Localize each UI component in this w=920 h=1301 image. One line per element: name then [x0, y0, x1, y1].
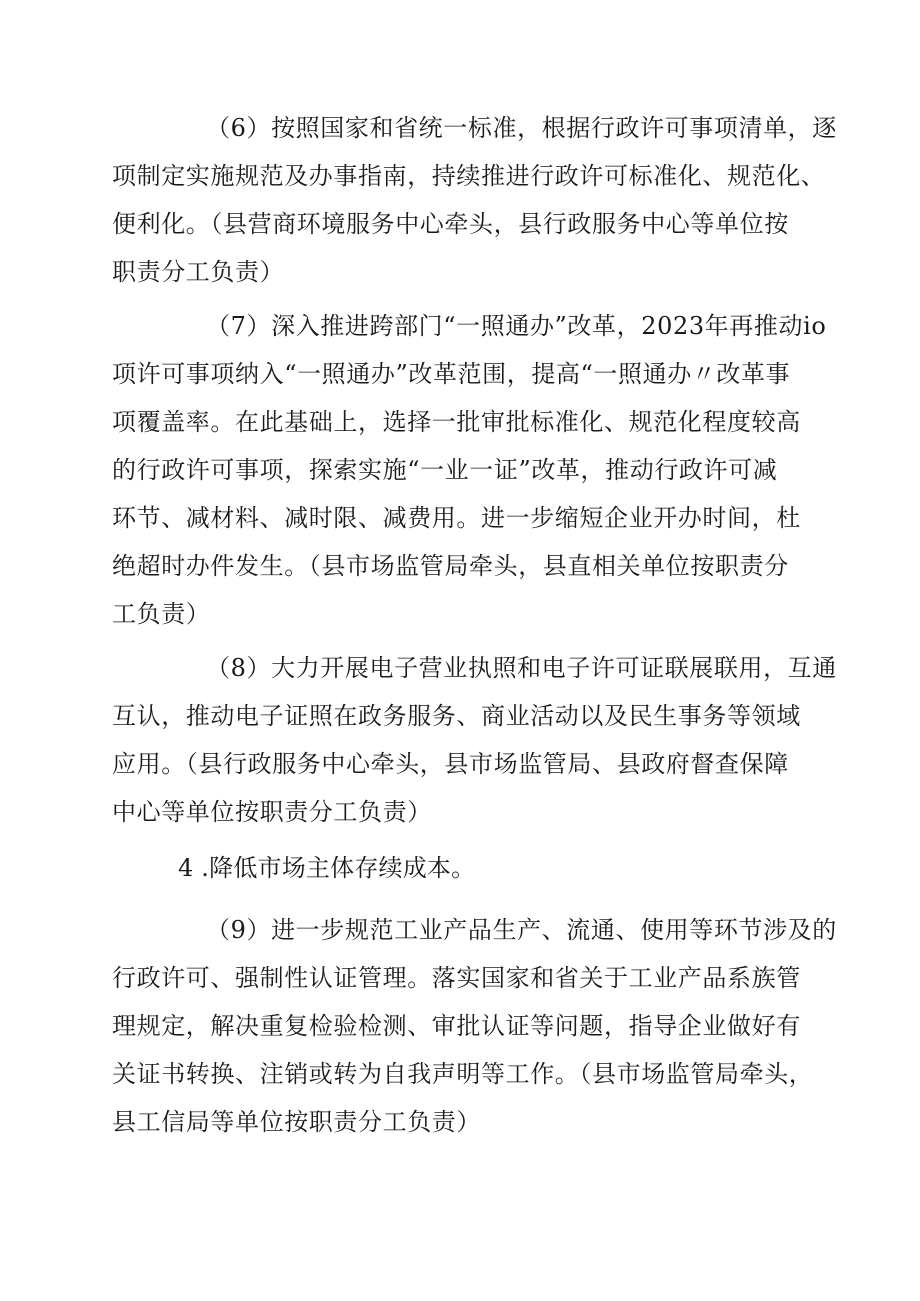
text-line: （9）进一步规范工业产品生产、流通、使用等环节涉及的: [206, 916, 837, 944]
text-line: 关证书转换、注销或转为自我声明等工作。（县市场监管局牵头，: [112, 1060, 814, 1088]
text-line: 职责分工负责）: [112, 258, 285, 286]
text-line: 项覆盖率。在此基础上，选择一批审批标准化、规范化程度较高: [112, 408, 801, 436]
text-line: 环节、减材料、减时限、减费用。进一步缩短企业开办时间，杜: [112, 504, 801, 532]
text-line: 县工信局等单位按职责分工负责）: [112, 1108, 481, 1136]
text-line: 的行政许可事项，探索实施“一业一证”改革，推动行政许可减: [112, 456, 778, 484]
text-line: （7）深入推进跨部门“一照通办”改革，2023年再推动io: [206, 312, 827, 340]
text-line: 互认，推动电子证照在政务服务、商业活动以及民生事务等领域: [112, 702, 801, 730]
text-line: 工负责）: [112, 600, 211, 628]
text-line: 便利化。（县营商环境服务中心牵头，县行政服务中心等单位按: [112, 210, 789, 238]
text-line: 理规定，解决重复检验检测、审批认证等问题，指导企业做好有: [112, 1012, 801, 1040]
text-line: （6）按照国家和省统一标准，根据行政许可事项清单，逐: [206, 114, 837, 142]
text-line: 中心等单位按职责分工负责）: [112, 798, 432, 826]
text-line: 行政许可、强制性认证管理。落实国家和省关于工业产品系族管: [112, 964, 801, 992]
section-heading: 4 .降低市场主体存续成本。: [178, 854, 476, 882]
text-line: 项制定实施规范及办事指南，持续推进行政许可标准化、规范化、: [112, 162, 826, 190]
text-line: （8）大力开展电子营业执照和电子许可证联展联用，互通: [206, 654, 837, 682]
text-line: 绝超时办件发生。（县市场监管局牵头，县直相关单位按职责分: [112, 552, 789, 580]
text-line: 项许可事项纳入“一照通办”改革范围，提高“一照通办〃改革事: [112, 360, 791, 388]
text-line: 应用。（县行政服务中心牵头，县市场监管局、县政府督查保障: [112, 750, 789, 778]
